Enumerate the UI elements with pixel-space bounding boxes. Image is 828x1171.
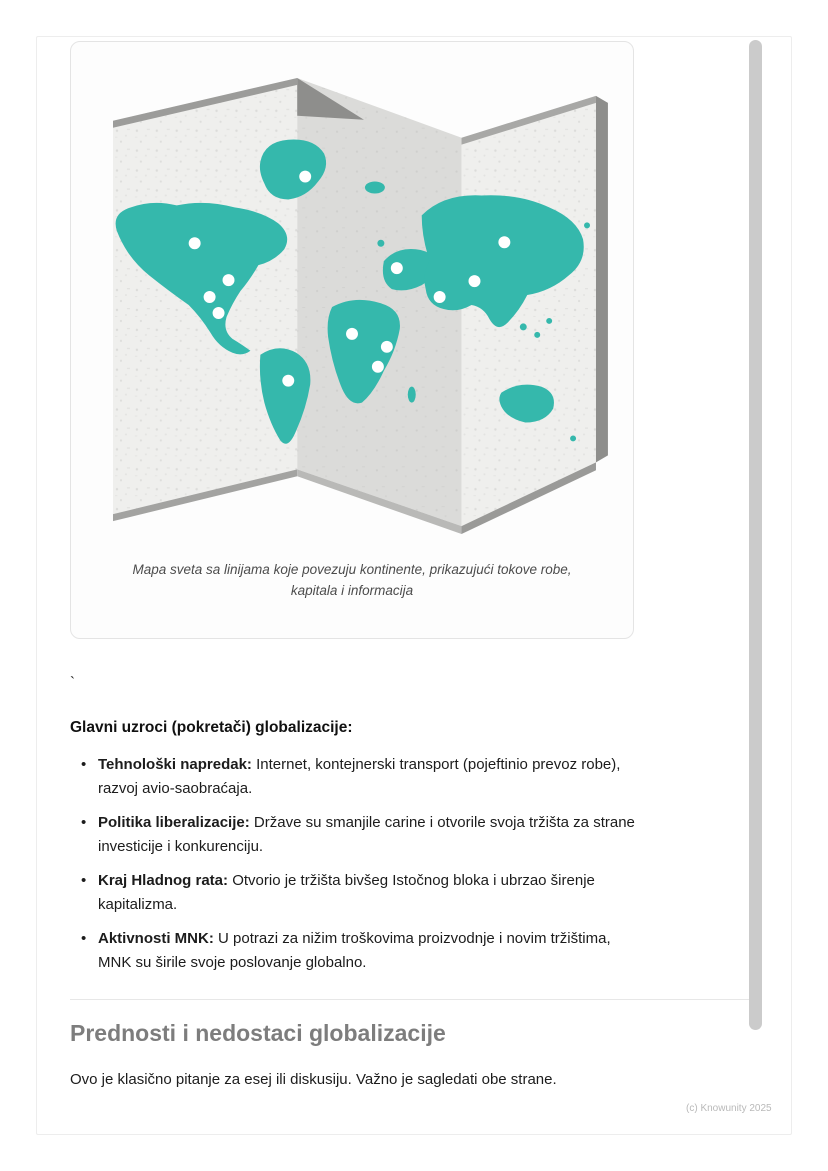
section-intro: Ovo je klasično pitanje za esej ili diskusiju. Važno je sagledati obe strane. bbox=[70, 1070, 557, 1088]
watermark: (c) Knowunity 2025 bbox=[686, 1103, 772, 1114]
causes-list bbox=[85, 753, 646, 975]
bullet-text: Internet, kontejnerski transport (pojeftinio prevoz robe), razvoj avio-saobraćaja. bbox=[98, 755, 621, 797]
bullet-lead: Tehnološki napredak: bbox=[98, 755, 252, 773]
figure-caption bbox=[117, 560, 587, 602]
bullet-lead: Kraj Hladnog rata: bbox=[98, 871, 229, 889]
bullet-lead: Politika liberalizacije: bbox=[98, 813, 250, 831]
stray-backtick: ` bbox=[70, 673, 75, 691]
list-item bbox=[85, 927, 646, 975]
scrollbar-thumb[interactable] bbox=[749, 40, 762, 1030]
bullet-lead: Aktivnosti MNK: bbox=[98, 929, 214, 947]
figure-caption-line2: kapitala i informacija bbox=[290, 582, 414, 598]
document-page bbox=[36, 36, 792, 1135]
bullet-text: Otvorio je tržišta bivšeg Istočnog bloka i ubrzao širenje kapitalizma. bbox=[98, 871, 595, 913]
section-heading: Prednosti i nedostaci globalizacije bbox=[70, 1019, 446, 1046]
divider bbox=[70, 999, 751, 1000]
list-item bbox=[85, 869, 646, 917]
causes-heading: Glavni uzroci (pokretači) globalizacije: bbox=[70, 718, 353, 736]
bullet-text: U potrazi za nižim troškovima proizvodnje i novim tržištima, MNK su širile svoje poslovanje globalno. bbox=[98, 929, 611, 971]
world-map-illustration bbox=[93, 66, 611, 544]
figure-card bbox=[70, 41, 634, 639]
figure-caption-line1: Mapa sveta sa linijama koje povezuju kontinente, prikazujući tokove robe, bbox=[132, 562, 572, 577]
list-item bbox=[85, 753, 646, 801]
list-item bbox=[85, 811, 646, 859]
bullet-text: Države su smanjile carine i otvorile svoja tržišta za strane investicije i konkurenciju. bbox=[98, 813, 635, 855]
